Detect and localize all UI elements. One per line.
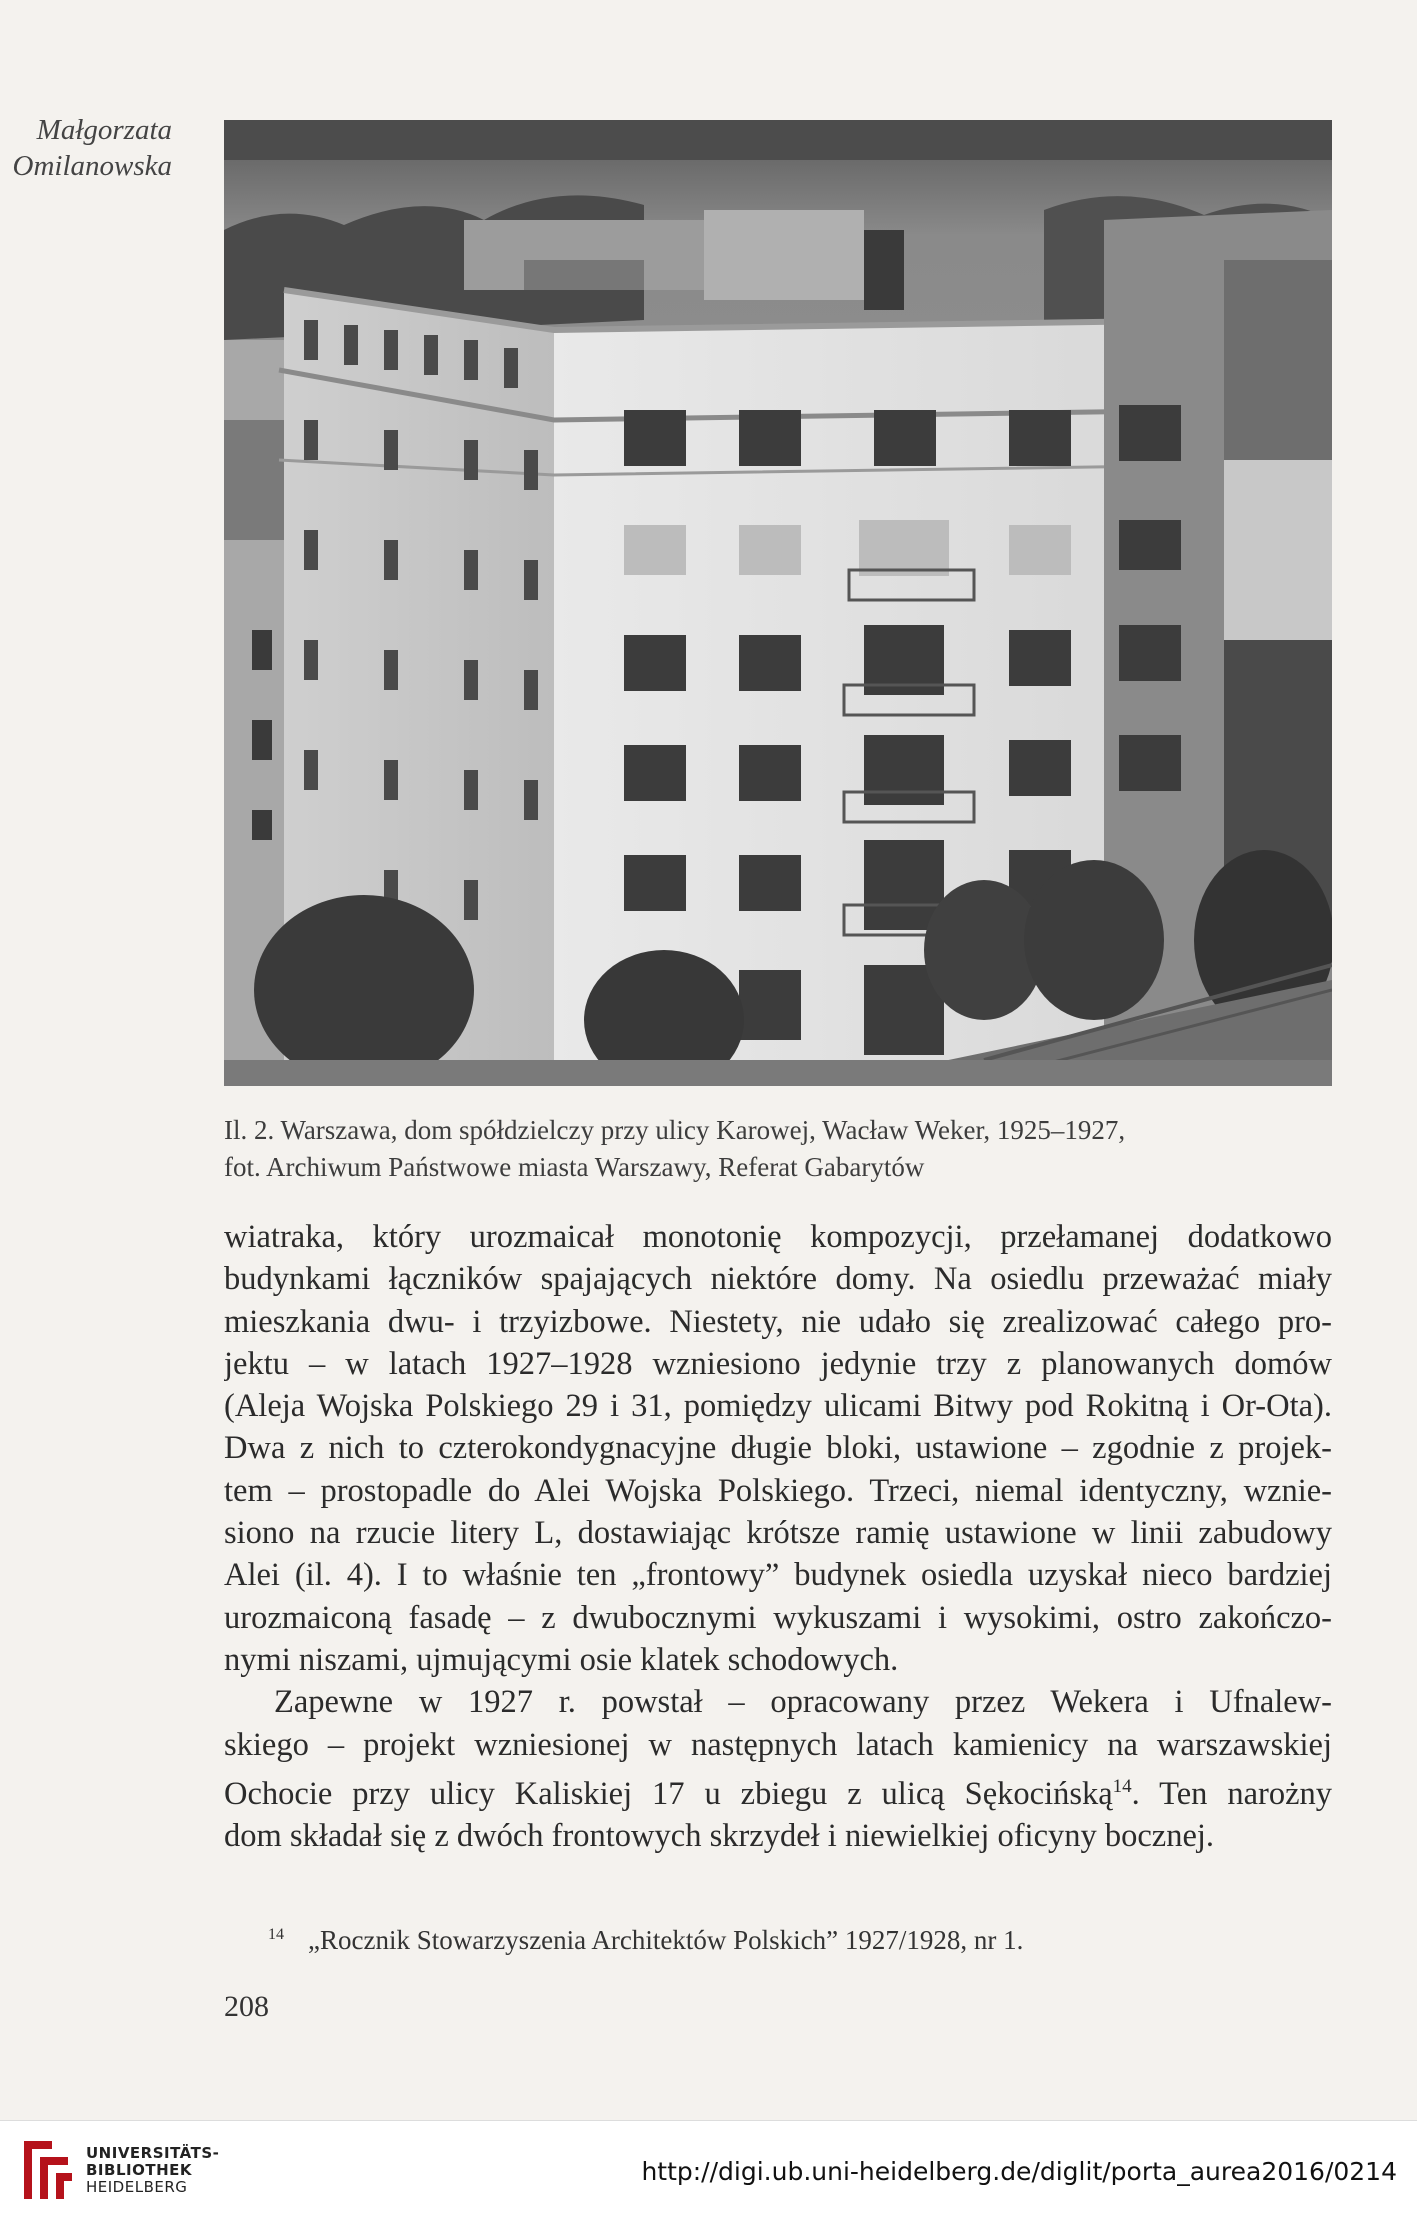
library-name-line-2: BIBLIOTHEK bbox=[86, 2161, 192, 2179]
footnote-reference[interactable]: 14 bbox=[1112, 1775, 1132, 1797]
digitization-footer bbox=[0, 2120, 1417, 2222]
footnote-text: „Rocznik Stowarzyszenia Architektów Polskich” 1927/1928, nr 1. bbox=[308, 1925, 1024, 1955]
caption-line-1: Il. 2. Warszawa, dom spółdzielczy przy ulicy Karowej, Wacław Weker, 1925–1927, bbox=[224, 1115, 1126, 1145]
body-line: wiatraka, który urozmaicał monotonię kompozycji, przełamanej dodatkowo bbox=[224, 1219, 1332, 1255]
body-line: jektu – w latach 1927–1928 wzniesiono jedynie trzy z planowanych domów bbox=[224, 1345, 1332, 1382]
body-line: Dwa z nich to czterokondygnacyjne długie bloki, ustawione – zgodnie z projek- bbox=[224, 1430, 1332, 1467]
library-name-line-1: UNIVERSITÄTS- bbox=[86, 2144, 220, 2162]
footnote bbox=[268, 1918, 1268, 1957]
body-text bbox=[224, 1216, 1332, 1857]
figure-caption bbox=[224, 1112, 1324, 1186]
figure-photo-building bbox=[224, 120, 1332, 1086]
library-name-line-3: HEIDELBERG bbox=[86, 2178, 188, 2196]
body-line: Alei (il. 4). I to właśnie ten „frontowy” budynek osiedla uzyskał nieco bardziej bbox=[224, 1557, 1332, 1594]
building-photo-illustration bbox=[224, 120, 1332, 1086]
body-line: dom składał się z dwóch frontowych skrzydeł i niewielkiej oficyny bocznej. bbox=[224, 1817, 1215, 1854]
caption-line-2: fot. Archiwum Państwowe miasta Warszawy, Referat Gabarytów bbox=[224, 1152, 925, 1182]
library-name bbox=[86, 2145, 219, 2196]
body-line: Zapewne w 1927 r. powstał – opracowany przez Wekera i Ufnalew- bbox=[274, 1684, 1332, 1721]
body-line: siono na rzucie litery L, dostawiając krótsze ramię ustawione w linii zabudowy bbox=[224, 1515, 1332, 1552]
body-line-text: Ochocie przy ulicy Kaliskiej 17 u zbiegu z ulicą Sękocińską bbox=[224, 1775, 1113, 1812]
footnote-number: 14 bbox=[268, 1926, 284, 1943]
body-line-tail: . Ten narożny bbox=[1131, 1775, 1332, 1812]
body-line: budynkami łączników spajających niektóre domy. Na osiedlu przeważać miały bbox=[224, 1261, 1332, 1298]
body-line-with-footnote bbox=[224, 1766, 1332, 1815]
source-url-link[interactable]: http://digi.ub.uni-heidelberg.de/diglit/porta_aurea2016/0214 bbox=[641, 2157, 1397, 2186]
body-line: mieszkania dwu- i trzyizbowe. Niestety, nie udało się zrealizować całego pro- bbox=[224, 1303, 1332, 1340]
author-first-name: Małgorzata bbox=[36, 114, 172, 146]
body-line: (Aleja Wojska Polskiego 29 i 31, pomiędzy ulicami Bitwy pod Rokitną i Or-Ota). bbox=[224, 1388, 1332, 1425]
body-line: tem – prostopadle do Alei Wojska Polskiego. Trzeci, niemal identyczny, wznie- bbox=[224, 1472, 1332, 1509]
library-logo-icon bbox=[18, 2135, 78, 2205]
body-line: skiego – projekt wzniesionej w następnych latach kamienicy na warszawskiej bbox=[224, 1726, 1332, 1763]
running-head-author bbox=[0, 112, 172, 184]
author-last-name: Omilanowska bbox=[12, 150, 172, 182]
body-line: nymi niszami, ujmującymi osie klatek schodowych. bbox=[224, 1641, 899, 1678]
body-line: urozmaiconą fasadę – z dwubocznymi wykuszami i wysokimi, ostro zakończo- bbox=[224, 1599, 1332, 1636]
page-number: 208 bbox=[224, 1990, 269, 2023]
